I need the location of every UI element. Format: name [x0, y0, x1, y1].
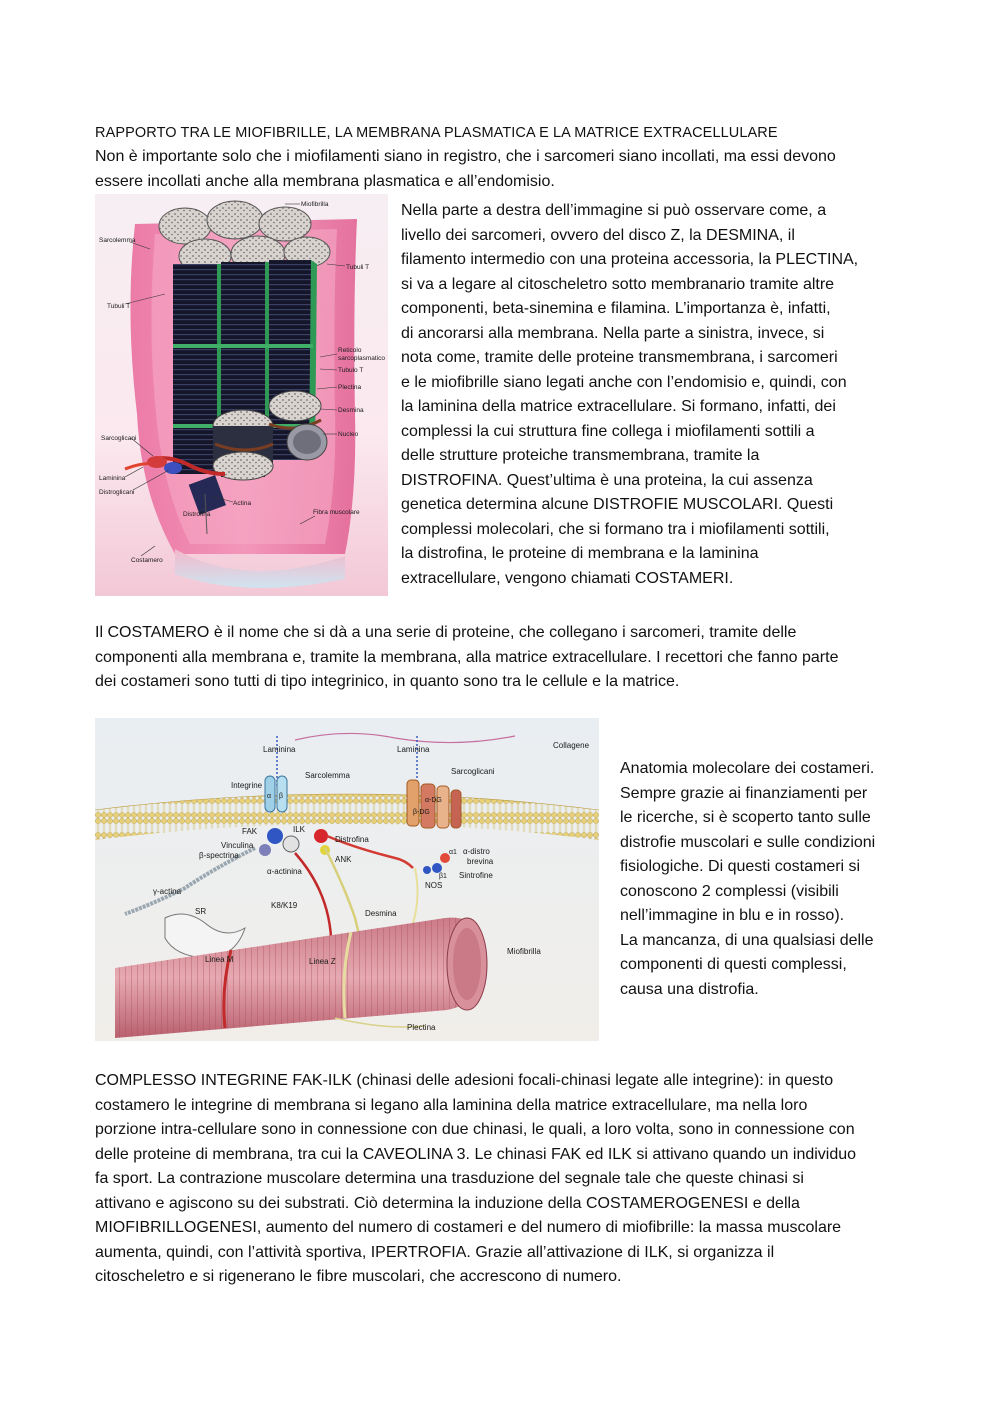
text-line: Non è importante solo che i miofilamenti siano in registro, che i sarcomeri siano incollati, ma essi devono	[95, 148, 836, 165]
paragraph-figure1-description	[401, 199, 893, 591]
text-line: Sempre grazie ai finanziamenti per	[620, 784, 868, 802]
label-fak: FAK	[242, 827, 258, 836]
label-linea-z: Linea Z	[309, 957, 336, 966]
label-alpha-actinina: α-actinina	[267, 867, 302, 876]
label-miofibrilla: Miofibrilla	[507, 947, 541, 956]
label-beta-spectrina: β-spectrina	[199, 851, 239, 860]
section-heading: RAPPORTO TRA LE MIOFIBRILLE, LA MEMBRANA PLASMATICA E LA MATRICE EXTRACELLULARE	[95, 125, 778, 141]
text-line: componenti alla membrana e, tramite la membrana, alla matrice extracellulare. I recettori che fanno parte	[95, 648, 839, 666]
label-b1: β1	[439, 873, 447, 880]
label-linea-m: Linea M	[205, 955, 234, 964]
text-line: livello dei sarcomeri, ovvero del disco Z, la DESMINA, il	[401, 226, 795, 244]
text-line: La mancanza, di una qualsiasi delle	[620, 931, 874, 949]
text-line: Anatomia molecolare dei costameri.	[620, 760, 875, 777]
label-collagene: Collagene	[553, 741, 590, 750]
intro-paragraph	[95, 145, 910, 194]
label-miofibrilla: Miofibrilla	[301, 201, 329, 208]
text-line: componenti di questi complessi,	[620, 956, 847, 973]
label-sarcolemma: Sarcolemma	[305, 771, 350, 780]
label-actina: Actina	[233, 500, 252, 507]
text-line: la distrofina, le proteine di membrana e la laminina	[401, 545, 759, 562]
text-line: le ricerche, si è scoperto tanto sulle	[620, 809, 871, 826]
text-line: MIOFIBRILLOGENESI, aumento del numero di costameri e del numero di miofibrille: la massa muscolare	[95, 1219, 842, 1236]
text-line: dei costameri sono tutti di tipo integrinico, in quanto sono tra le cellule e la matrice.	[95, 673, 680, 690]
text-line: extracellulare, vengono chiamati COSTAMERI.	[401, 569, 734, 587]
text-line: conoscono 2 complessi (visibili	[620, 882, 839, 900]
label-plectina: Plectina	[407, 1023, 436, 1032]
label-laminina-right: Laminina	[397, 745, 430, 754]
text-line: aumenta, quindi, con l’attività sportiva, IPERTROFIA. Grazie all’attivazione di ILK, si organizza il	[95, 1243, 775, 1261]
label-distrofina: Distrofina	[183, 511, 211, 518]
label-a1: α1	[449, 849, 457, 856]
text-line: complessi la cui struttura fine collega i miofilamenti sottili a	[401, 422, 815, 440]
label-sr: SR	[195, 907, 207, 916]
text-line: delle strutture proteiche transmembrana, tramite la	[401, 447, 760, 464]
label-sarcoglicani: Sarcoglicani	[101, 435, 137, 442]
label-tubuli-t-left: Tubuli T	[107, 303, 131, 310]
text-line: complessi molecolari, che si formano tra i miofilamenti sottili,	[401, 520, 830, 538]
label-k8k19: K8/K19	[271, 901, 298, 910]
text-line: fisiologiche. Di questi costameri si	[620, 858, 861, 875]
text-line: la laminina della matrice extracellulare. Si formano, infatti, dei	[401, 398, 836, 415]
label-sarcoplasmatico: sarcoplasmatico	[338, 355, 385, 362]
label-distroglicani: Distroglicani	[99, 489, 135, 496]
label-sintrofine: Sintrofine	[459, 871, 493, 880]
label-desmina: Desmina	[365, 909, 397, 918]
label-beta: β	[279, 793, 284, 800]
label-fibra-muscolare: Fibra muscolare	[313, 509, 360, 516]
muscle-fiber-illustration	[95, 194, 388, 596]
paragraph-complesso-integrine	[95, 1069, 910, 1290]
text-line: DISTROFINA. Quest’ultima è una proteina, la cui assenza	[401, 471, 813, 489]
label-dg-alpha: α-DG	[425, 797, 442, 804]
label-gamma-actina: γ-actina	[153, 887, 182, 896]
text-line: costamero le integrine di membrana si legano alla laminina della matrice extracellulare, ma nella loro	[95, 1096, 808, 1114]
paragraph-figure2-description	[620, 757, 905, 1002]
label-ilk: ILK	[293, 825, 306, 834]
label-costamero: Costamero	[131, 557, 163, 564]
label-desmina: Desmina	[338, 407, 364, 414]
label-distrofina: Distrofina	[335, 835, 369, 844]
text-line: essere incollati anche alla membrana plasmatica e all’endomisio.	[95, 172, 555, 190]
text-line: fa sport. La contrazione muscolare determina una trasduzione del segnale tale che queste chinasi si	[95, 1170, 804, 1187]
text-line: componenti, beta-sinemina e filamina. L’importanza è, infatti,	[401, 300, 831, 317]
label-laminina: Laminina	[99, 475, 126, 482]
text-line: nell’immagine in blu e in rosso).	[620, 907, 845, 924]
label-sarcolemma: Sarcolemma	[99, 237, 136, 244]
label-brevina: brevina	[467, 857, 494, 866]
label-laminina-left: Laminina	[263, 745, 296, 754]
text-line: nota come, tramite delle proteine transmembrana, i sarcomeri	[401, 349, 838, 366]
text-line: di ancorarsi alla membrana. Nella parte a sinistra, invece, si	[401, 324, 825, 342]
label-nucleo: Nucleo	[338, 431, 359, 438]
label-ank: ANK	[335, 855, 352, 864]
text-line: attivano e agiscono su dei substrati. Ciò determina la induzione della COSTAMEROGENESI e della	[95, 1194, 800, 1212]
text-line: causa una distrofia.	[620, 980, 759, 998]
label-integrine: Integrine	[231, 781, 263, 790]
text-line: citoscheletro e si rigenerano le fibre muscolari, che accrescono di numero.	[95, 1268, 622, 1285]
label-plectina: Plectina	[338, 384, 362, 391]
text-line: Il COSTAMERO è il nome che si dà a una serie di proteine, che collegano i sarcomeri, tramite delle	[95, 624, 797, 641]
label-alpha-distro: α-distro	[463, 847, 490, 856]
label-nos: NOS	[425, 881, 443, 890]
costamere-molecular-illustration	[95, 718, 599, 1041]
label-vinculina: Vinculina	[221, 841, 254, 850]
label-dg-beta: β-DG	[413, 809, 430, 816]
label-tubulo-t: Tubulo T	[338, 367, 364, 374]
label-tubuli-t-right: Tubuli T	[346, 264, 370, 271]
text-line: delle proteine di membrana, tra cui la CAVEOLINA 3. Le chinasi FAK ed ILK si attivano quando un individuo	[95, 1145, 857, 1163]
text-line: porzione intra-cellulare sono in connessione con due chinasi, le quali, a loro volta, sono in connessione con	[95, 1121, 855, 1138]
label-alpha: α	[267, 793, 272, 800]
label-reticolo: Reticolo	[338, 347, 362, 354]
text-line: e le miofibrille siano legati anche con l’endomisio e, quindi, con	[401, 373, 847, 391]
label-sarcoglicani: Sarcoglicani	[451, 767, 495, 776]
text-line: si va a legare al citoscheletro sotto membranario tramite altre	[401, 275, 835, 293]
text-line: filamento intermedio con una proteina accessoria, la PLECTINA,	[401, 251, 859, 268]
text-line: COMPLESSO INTEGRINE FAK-ILK (chinasi delle adesioni focali-chinasi legate alle integrine): in questo	[95, 1072, 834, 1089]
text-line: Nella parte a destra dell’immagine si può osservare come, a	[401, 202, 827, 219]
text-line: distrofie muscolari e sulle condizioni	[620, 833, 876, 851]
text-line: genetica determina alcune DISTROFIE MUSCOLARI. Questi	[401, 496, 834, 513]
paragraph-costamero	[95, 621, 910, 695]
